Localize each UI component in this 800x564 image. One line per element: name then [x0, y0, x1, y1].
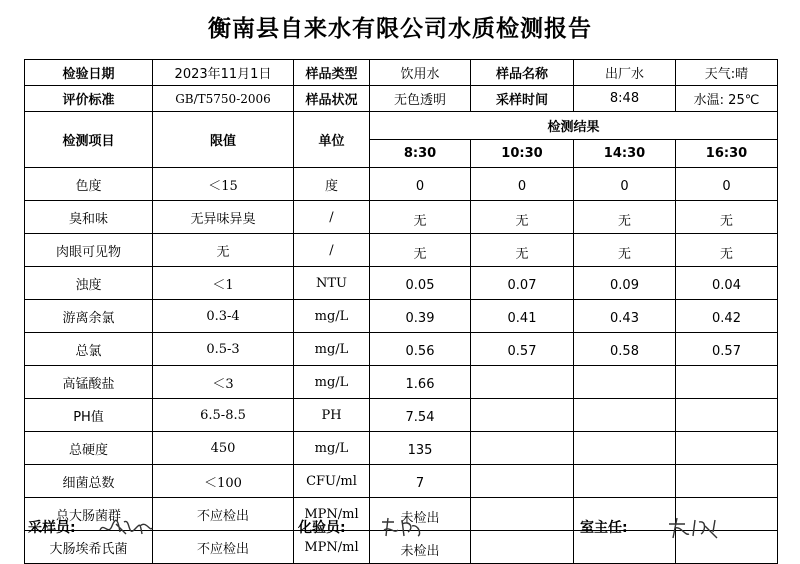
result-cell-1030	[471, 399, 574, 432]
table-row	[25, 432, 778, 465]
result-cell-1630	[676, 399, 778, 432]
table-row	[25, 333, 778, 366]
result-cell-1430: 无	[574, 234, 676, 267]
sample-name-label: 样品名称	[471, 60, 574, 86]
result-cell-1030: 0	[471, 168, 574, 201]
table-row	[25, 267, 778, 300]
col-limit-header: 限值	[153, 112, 294, 168]
result-cell-1430: 0.43	[574, 300, 676, 333]
water-temperature: 水温: 25℃	[676, 86, 778, 112]
result-cell-830: 无	[370, 234, 471, 267]
standard-value: GB/T5750-2006	[153, 86, 294, 112]
result-cell-1630: 0.57	[676, 333, 778, 366]
result-cell-830: 0	[370, 168, 471, 201]
item-cell: 总硬度	[25, 432, 153, 465]
limit-cell: ＜100	[153, 465, 294, 498]
director-label: 室主任:	[580, 520, 628, 536]
limit-cell: 无	[153, 234, 294, 267]
data-rows	[25, 168, 778, 564]
item-cell: 总氯	[25, 333, 153, 366]
item-cell: 臭和味	[25, 201, 153, 234]
result-cell-1430	[574, 399, 676, 432]
result-cell-830: 1.66	[370, 366, 471, 399]
result-cell-1430	[574, 465, 676, 498]
result-cell-830: 0.39	[370, 300, 471, 333]
table-row	[25, 168, 778, 201]
result-cell-830: 135	[370, 432, 471, 465]
unit-cell: PH	[294, 399, 370, 432]
director-signature	[665, 512, 725, 542]
result-cell-830: 0.05	[370, 267, 471, 300]
signature-row	[0, 512, 800, 542]
col-unit-header: 单位	[294, 112, 370, 168]
item-cell: 浊度	[25, 267, 153, 300]
time-header-2: 10:30	[471, 140, 574, 168]
limit-cell: ＜15	[153, 168, 294, 201]
result-cell-1030: 无	[471, 201, 574, 234]
item-cell: 大肠埃希氏菌	[25, 531, 153, 564]
weather: 天气:晴	[676, 60, 778, 86]
result-cell-1630: 0.42	[676, 300, 778, 333]
result-cell-1630	[676, 432, 778, 465]
limit-cell: ＜1	[153, 267, 294, 300]
limit-cell: 450	[153, 432, 294, 465]
unit-cell: /	[294, 201, 370, 234]
result-cell-1430	[574, 432, 676, 465]
time-header-1: 8:30	[370, 140, 471, 168]
limit-cell: 不应检出	[153, 531, 294, 564]
result-cell-1030: 0.41	[471, 300, 574, 333]
result-cell-1430: 0	[574, 168, 676, 201]
report-title: 衡南县自来水有限公司水质检测报告	[208, 16, 592, 42]
result-cell-830: 未检出	[370, 531, 471, 564]
unit-cell: 度	[294, 168, 370, 201]
table-row	[25, 399, 778, 432]
result-cell-1430	[574, 366, 676, 399]
col-item-header: 检测项目	[25, 112, 153, 168]
item-cell: 肉眼可见物	[25, 234, 153, 267]
tester-label: 化验员:	[298, 520, 346, 536]
standard-label: 评价标准	[25, 86, 153, 112]
limit-cell: 0.5-3	[153, 333, 294, 366]
result-cell-1630: 无	[676, 234, 778, 267]
sample-type-value: 饮用水	[370, 60, 471, 86]
result-cell-1030: 0.57	[471, 333, 574, 366]
table-row	[25, 234, 778, 267]
result-cell-830: 7	[370, 465, 471, 498]
result-cell-830: 未检出	[370, 498, 471, 531]
result-cell-1030	[471, 366, 574, 399]
tester-signature	[378, 512, 428, 542]
result-cell-1030	[471, 432, 574, 465]
result-cell-1030	[471, 465, 574, 498]
unit-cell: mg/L	[294, 333, 370, 366]
result-cell-1630	[676, 366, 778, 399]
result-cell-1430: 0.09	[574, 267, 676, 300]
time-header-3: 14:30	[574, 140, 676, 168]
result-cell-1630: 无	[676, 201, 778, 234]
result-cell-830: 7.54	[370, 399, 471, 432]
header-row-1	[25, 60, 778, 86]
result-cell-1630	[676, 465, 778, 498]
item-cell: 细菌总数	[25, 465, 153, 498]
result-cell-1030: 无	[471, 234, 574, 267]
limit-cell: 0.3-4	[153, 300, 294, 333]
result-cell-1630: 0	[676, 168, 778, 201]
table-row	[25, 300, 778, 333]
sampler-signature	[96, 512, 156, 542]
limit-cell: 不应检出	[153, 498, 294, 531]
column-header-row	[25, 112, 778, 140]
date-value: 2023年11月1日	[153, 60, 294, 86]
unit-cell: mg/L	[294, 366, 370, 399]
unit-cell: mg/L	[294, 432, 370, 465]
unit-cell: mg/L	[294, 300, 370, 333]
result-cell-1430: 0.58	[574, 333, 676, 366]
unit-cell: MPN/ml	[294, 498, 370, 531]
result-cell-830: 无	[370, 201, 471, 234]
table-row	[25, 465, 778, 498]
item-cell: PH值	[25, 399, 153, 432]
limit-cell: 6.5-8.5	[153, 399, 294, 432]
time-header-4: 16:30	[676, 140, 778, 168]
unit-cell: MPN/ml	[294, 531, 370, 564]
result-cell-830: 0.56	[370, 333, 471, 366]
sample-status-label: 样品状况	[294, 86, 370, 112]
col-results-header: 检测结果	[370, 112, 778, 140]
table-row	[25, 201, 778, 234]
sampling-time-label: 采样时间	[471, 86, 574, 112]
sampler-label: 采样员:	[28, 520, 76, 536]
limit-cell: ＜3	[153, 366, 294, 399]
item-cell: 游离余氯	[25, 300, 153, 333]
limit-cell: 无异味异臭	[153, 201, 294, 234]
unit-cell: CFU/ml	[294, 465, 370, 498]
result-cell-1630: 0.04	[676, 267, 778, 300]
unit-cell: NTU	[294, 267, 370, 300]
header-row-2	[25, 86, 778, 112]
table-row	[25, 366, 778, 399]
item-cell: 色度	[25, 168, 153, 201]
result-cell-1030: 0.07	[471, 267, 574, 300]
sample-status-value: 无色透明	[370, 86, 471, 112]
sampling-time-value: 8:48	[574, 86, 676, 112]
result-cell-1430: 无	[574, 201, 676, 234]
item-cell: 高锰酸盐	[25, 366, 153, 399]
unit-cell: /	[294, 234, 370, 267]
item-cell: 总大肠菌群	[25, 498, 153, 531]
date-label: 检验日期	[25, 60, 153, 86]
sample-name-value: 出厂水	[574, 60, 676, 86]
report-table	[24, 59, 778, 564]
sample-type-label: 样品类型	[294, 60, 370, 86]
